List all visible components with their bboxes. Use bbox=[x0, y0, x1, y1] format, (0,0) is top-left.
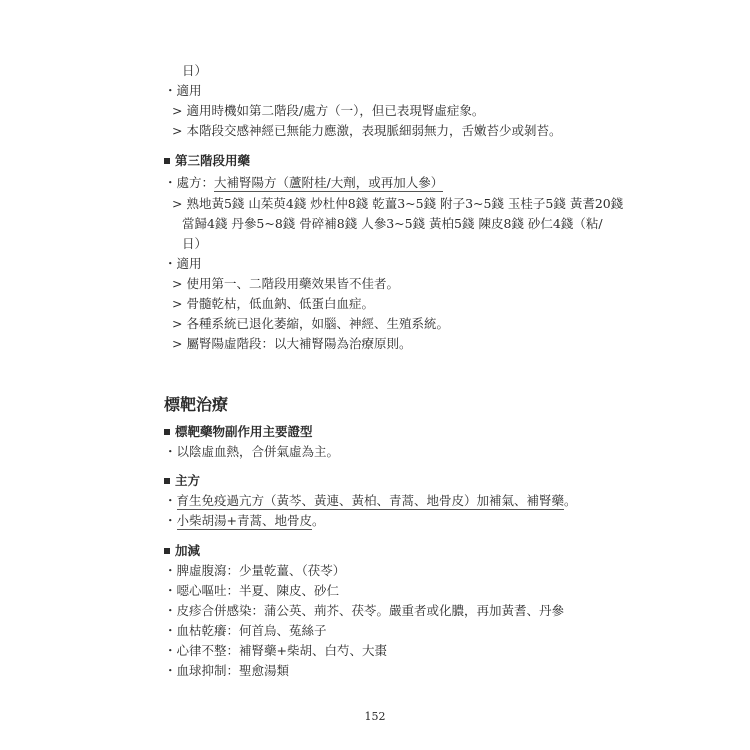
modification-item: ・皮疹合併感染：蒲公英、荊芥、茯苓。嚴重者或化膿，再加黃耆、丹參 bbox=[164, 603, 565, 618]
section-title: 標靶治療 bbox=[164, 395, 229, 414]
square-bullet-icon bbox=[164, 158, 170, 164]
ingredients-line-1: > 熟地黃5錢 山茱萸4錢 炒杜仲8錢 乾薑3~5錢 附子3~5錢 玉桂子5錢 黃耆20錢 bbox=[172, 196, 624, 211]
page-number: 152 bbox=[364, 710, 386, 723]
main-formula-item-1 bbox=[164, 492, 577, 510]
square-bullet-icon bbox=[164, 478, 170, 484]
bullet: ・ bbox=[164, 493, 177, 508]
bullet: ・ bbox=[164, 513, 177, 528]
continued-line: 日） bbox=[182, 63, 208, 78]
applies-line-2: > 本階段交感神經已無能力應激，表現脈細弱無力，舌嫩苔少或剝苔。 bbox=[172, 123, 562, 138]
stage3-applies-1: > 使用第一、二階段用藥效果皆不佳者。 bbox=[172, 276, 399, 291]
main-formula-2-name: 小柴胡湯+青蒿、地骨皮 bbox=[176, 513, 312, 528]
period: 。 bbox=[564, 493, 577, 508]
period: 。 bbox=[312, 513, 325, 528]
stage3-applies-2: > 骨髓乾枯，低血鈉、低蛋白血症。 bbox=[172, 296, 374, 311]
square-bullet-icon bbox=[164, 429, 170, 435]
main-formula-heading: 主方 bbox=[175, 473, 201, 488]
side-effect-heading: 標靶藥物副作用主要證型 bbox=[175, 424, 313, 439]
main-formula-1-name: 育生免疫過亢方（黃芩、黃連、黃柏、青蒿、地骨皮）加補氣、補腎藥 bbox=[176, 493, 565, 508]
modification-item: ・血球抑制：聖愈湯類 bbox=[164, 663, 290, 678]
applies-line-1: > 適用時機如第二階段/處方（一），但已表現腎虛症象。 bbox=[172, 103, 485, 118]
stage3-applies-3: > 各種系統已退化萎縮，如腦、神經、生殖系統。 bbox=[172, 316, 449, 331]
stage3-applies-4: > 屬腎陽虛階段：以大補腎陽為治療原則。 bbox=[172, 336, 412, 351]
ingredients-line-3: 日） bbox=[182, 236, 208, 251]
formula-name: 大補腎陽方（蘆附桂/大劑，或再加人參） bbox=[214, 175, 444, 190]
modification-item: ・血枯乾癢：何首烏、菟絲子 bbox=[164, 623, 327, 638]
main-formula-item-2 bbox=[164, 512, 325, 530]
modification-item: ・噁心嘔吐：半夏、陳皮、砂仁 bbox=[164, 583, 340, 598]
stage3-heading: 第三階段用藥 bbox=[175, 153, 251, 168]
ingredients-line-2: 當歸4錢 丹參5~8錢 骨碎補8錢 人參3~5錢 黃柏5錢 陳皮8錢 砂仁4錢（粘/ bbox=[182, 216, 603, 231]
side-effect-item: ・以陰虛血熱，合併氣虛為主。 bbox=[164, 444, 340, 459]
formula-prefix: ・處方： bbox=[164, 175, 215, 190]
applies-bullet: ・適用 bbox=[164, 83, 202, 98]
stage3-formula bbox=[164, 174, 443, 192]
modifications-heading: 加減 bbox=[175, 543, 201, 558]
modification-item: ・脾虛腹瀉：少量乾薑、（茯苓） bbox=[164, 563, 346, 578]
modification-item: ・心律不整：補腎藥+柴胡、白芍、大棗 bbox=[164, 643, 387, 658]
stage3-applies-bullet: ・適用 bbox=[164, 256, 202, 271]
square-bullet-icon bbox=[164, 548, 170, 554]
